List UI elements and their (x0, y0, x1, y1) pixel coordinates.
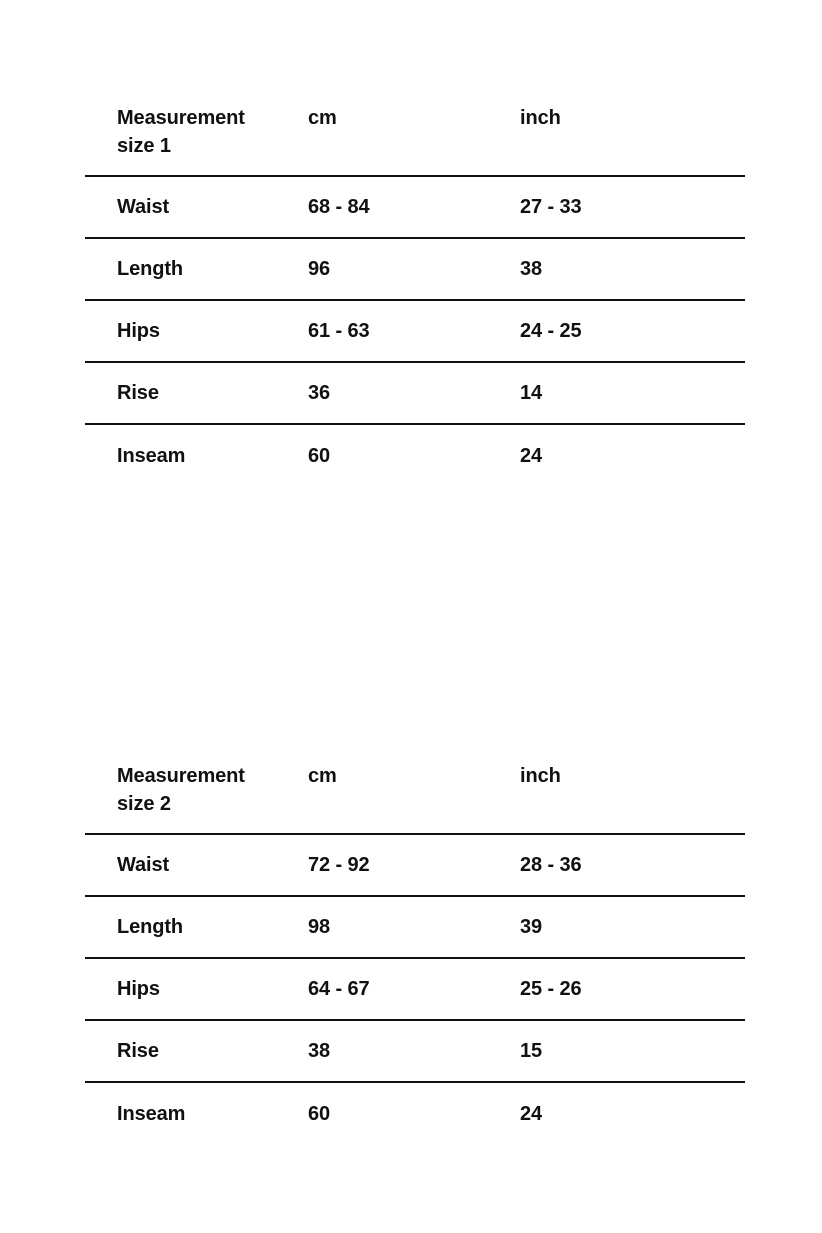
row-label: Rise (117, 1040, 159, 1062)
row-label: Inseam (117, 1103, 186, 1125)
row-inch-value: 24 (520, 1103, 543, 1125)
table-header-row (85, 100, 745, 177)
table-row-rise (85, 1021, 745, 1083)
table-row-waist (85, 177, 745, 239)
row-cm-value: 36 (308, 382, 331, 404)
row-inch-value: 27 - 33 (520, 196, 582, 218)
measurement-header (85, 762, 308, 818)
row-label: Hips (117, 978, 160, 1000)
row-cm-value: 72 - 92 (308, 854, 370, 876)
row-label: Waist (117, 854, 170, 876)
row-inch-value: 24 - 25 (520, 320, 582, 342)
row-inch-value: 39 (520, 916, 543, 938)
cm-header: cm (308, 765, 337, 787)
table-row-hips (85, 301, 745, 363)
row-inch-value: 28 - 36 (520, 854, 582, 876)
size-2-measurement-table (85, 758, 745, 1145)
row-inch-value: 25 - 26 (520, 978, 582, 1000)
table-header-row (85, 758, 745, 835)
row-cm-value: 64 - 67 (308, 978, 370, 1000)
row-inch-value: 24 (520, 445, 543, 467)
row-cm-value: 96 (308, 258, 331, 280)
table-row-rise (85, 363, 745, 425)
row-cm-value: 98 (308, 916, 331, 938)
measurement-header-line1: Measurement (117, 107, 245, 129)
table-row-length (85, 897, 745, 959)
row-label: Inseam (117, 445, 186, 467)
row-cm-value: 60 (308, 1103, 331, 1125)
table-row-hips (85, 959, 745, 1021)
measurement-header (85, 104, 308, 160)
row-inch-value: 38 (520, 258, 543, 280)
row-label: Length (117, 258, 184, 280)
measurement-header-line2: size 1 (117, 135, 171, 157)
measurement-header-line2: size 2 (117, 793, 171, 815)
cm-header: cm (308, 107, 337, 129)
row-inch-value: 14 (520, 382, 543, 404)
row-cm-value: 68 - 84 (308, 196, 370, 218)
inch-header: inch (520, 107, 561, 129)
size-1-measurement-table (85, 100, 745, 487)
row-inch-value: 15 (520, 1040, 543, 1062)
table-row-inseam (85, 1083, 745, 1145)
row-label: Waist (117, 196, 170, 218)
row-label: Rise (117, 382, 159, 404)
table-row-inseam (85, 425, 745, 487)
table-row-length (85, 239, 745, 301)
row-cm-value: 60 (308, 445, 331, 467)
row-label: Hips (117, 320, 160, 342)
row-label: Length (117, 916, 184, 938)
measurement-header-line1: Measurement (117, 765, 245, 787)
row-cm-value: 38 (308, 1040, 331, 1062)
table-row-waist (85, 835, 745, 897)
inch-header: inch (520, 765, 561, 787)
row-cm-value: 61 - 63 (308, 320, 370, 342)
